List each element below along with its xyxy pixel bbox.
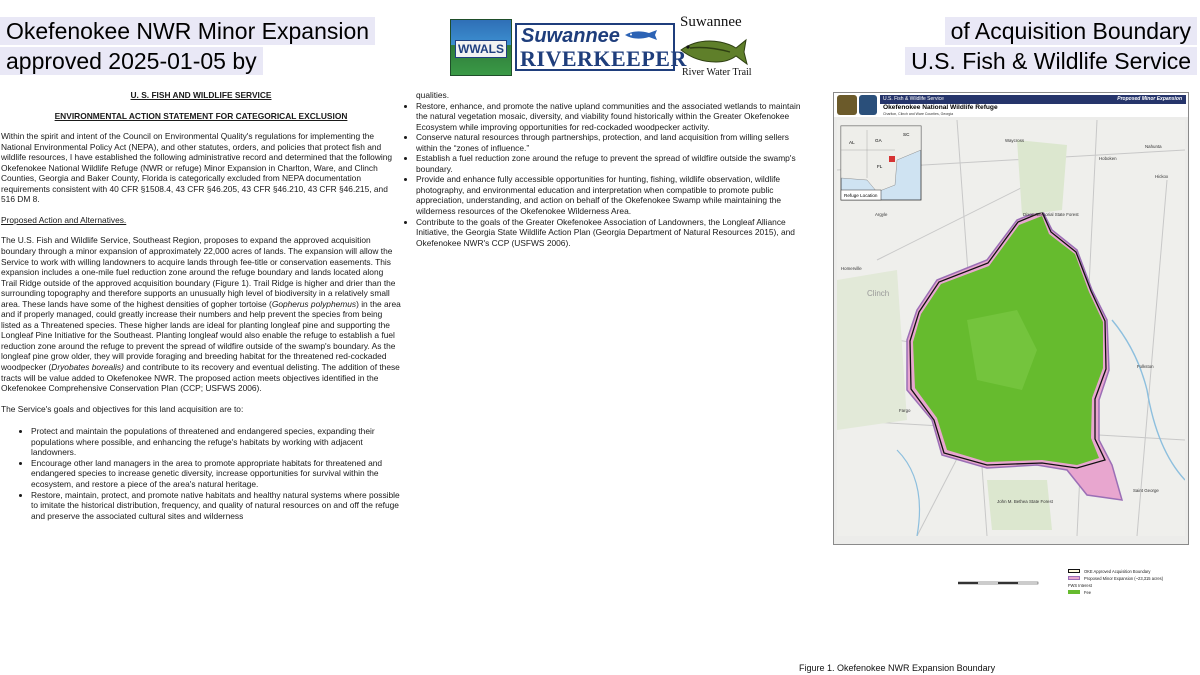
legend-item: OKE Approved Acquisition Boundary	[1068, 568, 1188, 575]
water-trail-logo	[678, 14, 750, 80]
map-agency: U.S. Fish & Wildlife Service	[883, 96, 944, 102]
goals-list-left	[1, 426, 401, 521]
place-label: Saint George	[1133, 488, 1159, 493]
bass-icon	[678, 32, 748, 72]
map-header-band	[880, 95, 1186, 104]
place-label: Dixon Memorial State Forest	[1023, 212, 1079, 217]
goal-item: • Encourage other land managers in the area to promote appropriate habitats for threatened and endangered species to increase genetic diversity, increase opportunities for survival within the ecosystem, and restore a piece of the area's natural heritage.	[31, 458, 401, 490]
suwannee-riverkeeper-logo	[515, 23, 687, 71]
figure-caption: Figure 1. Okefenokee NWR Expansion Boundary	[799, 663, 996, 673]
map-area	[837, 120, 1185, 536]
proposed-text-2: ) in the area and if properly managed, could greatly increase their numbers and help prevent the species from being listed as a Threatened species. These higher lands are ideal for planting longleaf pine and supporting the Longleaf Pine Initiative for the Southeast. Planting longleaf would also enable the refuge to establish a fuel reduction zone around the refuge to prevent the spread of wildfire outside of the swamp's boundary. As the longleaf pine grow older, they will provide foraging and breeding habitat for the threatened red-cockaded woodpecker (	[1, 298, 401, 373]
document-column-right	[400, 90, 805, 248]
place-label: John M. Bethea State Forest	[997, 499, 1053, 504]
proposed-text-1: The U.S. Fish and Wildlife Service, Southeast Region, proposes to expand the approved acquisition boundary through a minor expansion of approximately 22,000 acres of lands. The expansion will allow the Service to work with willing landowners to acquire lands through fee-title or conservation easements. This expansion includes a one-mile fuel reduction zone around the refuge boundary and lands located along Trail Ridge outside of the approved acquisition boundary (Figure 1). Trail Ridge is higher and drier than the surrounding topography and therefore supports an unusually high level of biodiversity in a relatively small area. These lands have some of the highest densities of gopher tortoise (	[1, 235, 396, 309]
header-title-line1: Okefenokee NWR Minor Expansion	[0, 17, 375, 45]
inset-state: GA	[875, 138, 882, 143]
goals-intro: The Service's goals and objectives for this land acquisition are to:	[1, 403, 244, 414]
expansion-map	[833, 92, 1189, 545]
map-title: Okefenokee National Wildlife Refuge	[883, 104, 998, 111]
inset-state: AL	[849, 140, 855, 145]
water-trail-top-text: Suwannee	[680, 14, 742, 30]
wwals-logo	[450, 19, 512, 76]
place-label: Nahunta	[1145, 144, 1162, 149]
header-right-line1: of Acquisition Boundary	[945, 17, 1197, 45]
doi-seal-icon	[859, 95, 877, 115]
goal-item: • Restore, maintain, protect, and promote native habitats and healthy natural systems where possible to imitate the historical distribution, frequency, and quality of natural resources on and off the refuge and preserve the associated cultural sites and wilderness	[31, 490, 401, 522]
map-subtitle: Charlton, Clinch and Ware Counties, Georgia	[883, 112, 954, 116]
header-title-line2: approved 2025-01-05 by	[0, 47, 263, 75]
goal-item: • Protect and maintain the populations of threatened and endangered species, expanding their populations where possible, and enhancing the refuge's habitats by working with adjacent landowners.	[31, 426, 401, 458]
inset-label: Refuge Location	[844, 193, 878, 198]
statement-heading: ENVIRONMENTAL ACTION STATEMENT FOR CATEGORICAL EXCLUSION	[54, 110, 348, 121]
riverkeeper-bottom-text: RIVERKEEPER	[520, 46, 687, 71]
inset-state: FL	[877, 164, 883, 169]
goal-item: • Restore, enhance, and promote the native upland communities and the associated wetlands to maintain the natural vegetation mosaic, diversity, and viability found historically within the Greater Okefenokee Ecosystem while improving opportunities for red-cockaded woodpecker activity.	[416, 101, 805, 133]
map-header	[834, 93, 1188, 117]
goals-list-right	[400, 101, 805, 249]
place-label: Homerville	[841, 266, 862, 271]
scale-bar	[958, 580, 1048, 592]
proposed-action-heading: Proposed Action and Alternatives.	[1, 214, 127, 225]
goal-item: • Conserve natural resources through partnerships, protection, and land acquisition from willing sellers within the “zones of influence.”	[416, 132, 805, 153]
legend-item: FWS Interest	[1068, 583, 1092, 588]
water-trail-bottom-text: River Water Trail	[682, 67, 752, 78]
county-label: Clinch	[867, 289, 890, 298]
place-label: Fargo	[899, 408, 911, 413]
map-legend-area	[833, 560, 1189, 605]
place-label: Waycross	[1005, 138, 1025, 143]
goal-item: • Contribute to the goals of the Greater Okefenokee Association of Landowners, the Longleaf Alliance Initiative, the Georgia State Wildlife Action Plan (Georgia Department of Natural Resources 2015), and Okefenokee NWR's CCP (USFWS 2006).	[416, 217, 805, 249]
legend-item: Fee	[1068, 589, 1188, 596]
inset-map	[841, 126, 921, 200]
goal-item: • Establish a fuel reduction zone around the refuge to prevent the spread of wildfire outside the swamp's boundary.	[416, 153, 805, 174]
legend-item: Proposed Minor Expansion (~23,315 acres)	[1068, 575, 1188, 582]
proposed-action-paragraph	[1, 235, 401, 393]
goal-item: • Provide and enhance fully accessible opportunities for hunting, fishing, wildlife observation, wildlife photography, and environmental education and interpretation when compatible to promote public appreciation, understanding, and action on behalf of the Okefenokee Swamp while maintaining the wilderness resources of the Okefenokee Wilderness Area.	[416, 174, 805, 216]
goal-continuation: qualities.	[416, 90, 450, 100]
place-label: Hoboken	[1099, 156, 1117, 161]
inset-state: SC	[903, 132, 910, 137]
wwals-logo-text: WWALS	[455, 40, 507, 58]
place-label: Hickox	[1155, 174, 1169, 179]
fish-icon	[623, 29, 667, 41]
fws-shield-icon	[837, 95, 857, 115]
document-column-left	[1, 90, 401, 521]
proposed-text-3: and contribute to its recovery and eventual delisting. The addition of these tracts will be value added to Okefenokee NWR. The proposed action meets objectives identified in the Okefenokee Comprehensive Conservation Plan (CCP; USFWS 2006).	[1, 362, 400, 394]
map-proposed-tag: Proposed Minor Expansion	[1117, 96, 1182, 102]
place-label: Argyle	[875, 212, 888, 217]
agency-heading: U. S. FISH AND WILDLIFE SERVICE	[130, 90, 272, 100]
riverkeeper-top-text: Suwannee	[521, 25, 620, 47]
header-right-line2: U.S. Fish & Wildlife Service	[905, 47, 1197, 75]
map-drawing	[837, 120, 1185, 536]
map-legend	[1068, 568, 1188, 596]
species-name-woodpecker: Dryobates borealis)	[51, 362, 124, 373]
species-name-tortoise: Gopherus polyphemus	[271, 298, 357, 309]
place-label: Folkston	[1137, 364, 1154, 369]
intro-paragraph: Within the spirit and intent of the Council on Environmental Quality's regulations for implementing the National Environmental Policy Act (NEPA), and other statutes, orders, and policies that protect fish and wildlife resources, I have established the following administrative record and determined that the following Okefenokee National Wildlife Refuge (NWR or refuge) Minor Expansion in Charlton, Ware, and Clinch Counties, Georgia and Baker County, Florida is categorically excluded from NEPA documentation requirements consistent with 40 CFR §1508.4, 43 CFR §46.205, 43 CFR §46.210, 43 CFR §46.215, and 516 DM 8.	[1, 131, 393, 205]
